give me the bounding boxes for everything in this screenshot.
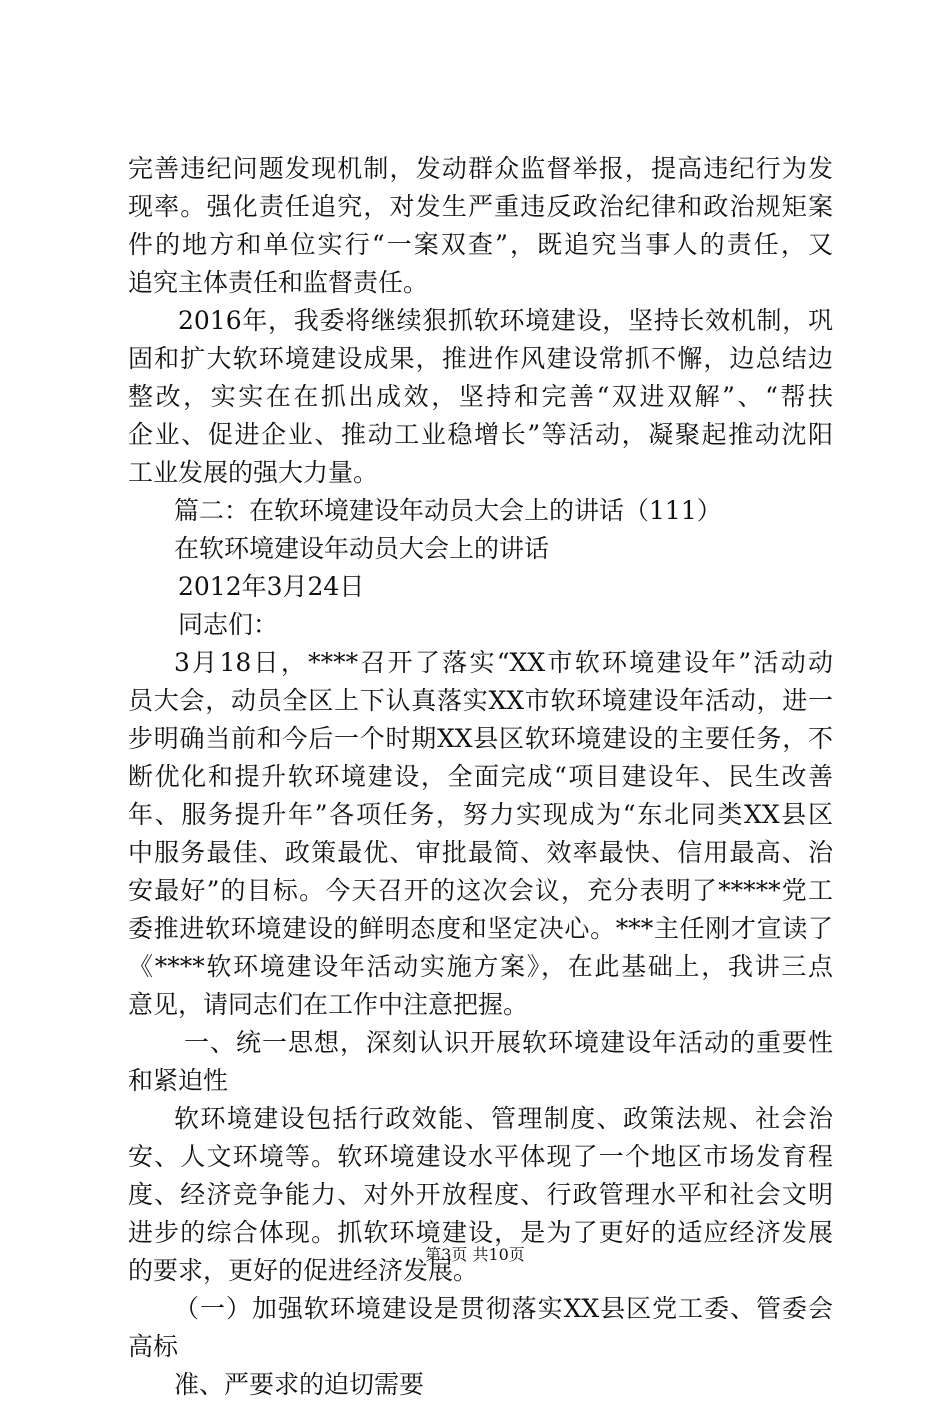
text-line: 步明确当前和今后一个时期XX县区软环境建设的主要任务，不 — [128, 724, 833, 753]
text-line: 企业、促进企业、推动工业稳增长”等活动，凝聚起推动沈阳 — [128, 420, 833, 449]
text-line: 软环境建设包括行政效能、管理制度、政策法规、社会治 — [174, 1104, 833, 1133]
speech-date: 2012年3月24日 — [178, 572, 365, 601]
text-line: 安最好”的目标。今天召开的这次会议，充分表明了*****党工 — [128, 876, 833, 905]
text-line: 年、服务提升年”各项任务，努力实现成为“东北同类XX县区 — [128, 800, 833, 829]
section-heading: 篇二：在软环境建设年动员大会上的讲话（111） — [174, 496, 722, 525]
text-line: 追究主体责任和监督责任。 — [128, 268, 429, 297]
text-line: 固和扩大软环境建设成果，推进作风建设常抓不懈，边总结边 — [128, 344, 833, 373]
text-line: 进步的综合体现。抓软环境建设，是为了更好的适应经济发展 — [128, 1218, 833, 1247]
subsection-heading-cont: 和紧迫性 — [128, 1066, 229, 1095]
text-line: 断优化和提升软环境建设，全面完成“项目建设年、民生改善 — [128, 762, 833, 791]
page-number: 第3页 共10页 — [425, 1245, 525, 1264]
text-line: 意见，请同志们在工作中注意把握。 — [128, 990, 529, 1019]
text-line: 度、经济竞争能力、对外开放程度、行政管理水平和社会文明 — [128, 1180, 833, 1209]
text-line: 完善违纪问题发现机制，发动群众监督举报，提高违纪行为发 — [128, 154, 833, 183]
text-line: 委推进软环境建设的鲜明态度和坚定决心。***主任刚才宣读了 — [128, 914, 833, 943]
sub-item-heading-cont: 准、严要求的迫切需要 — [174, 1370, 425, 1399]
salutation: 同志们： — [178, 610, 279, 639]
document-body — [128, 150, 833, 1404]
text-line: 中服务最佳、政策最优、审批最简、效率最快、信用最高、治 — [128, 838, 833, 867]
sub-item-heading-cont: 高标 — [128, 1332, 179, 1361]
text-line: 员大会，动员全区上下认真落实XX市软环境建设年活动，进一 — [128, 686, 833, 715]
text-line: 《****软环境建设年活动实施方案》，在此基础上，我讲三点 — [128, 952, 833, 981]
subsection-heading: 一、统一思想，深刻认识开展软环境建设年活动的重要性 — [184, 1028, 833, 1057]
text-line: 的要求，更好的促进经济发展。 — [128, 1256, 479, 1285]
text-line: 现率。强化责任追究，对发生严重违反政治纪律和政治规矩案 — [128, 192, 833, 221]
text-line: 工业发展的强大力量。 — [128, 458, 379, 487]
page-footer — [0, 1245, 950, 1265]
sub-item-heading: （一）加强软环境建设是贯彻落实XX县区党工委、管委会 — [174, 1294, 833, 1323]
text-line: 整改，实实在在抓出成效，坚持和完善“双进双解”、“帮扶 — [128, 382, 833, 411]
text-line: 件的地方和单位实行“一案双查”，既追究当事人的责任，又 — [128, 230, 833, 259]
text-line: 安、人文环境等。软环境建设水平体现了一个地区市场发育程 — [128, 1142, 833, 1171]
text-line: 3月18日，****召开了落实“XX市软环境建设年”活动动 — [174, 648, 833, 677]
text-line: 2016年，我委将继续狠抓软环境建设，坚持长效机制，巩 — [178, 306, 833, 335]
speech-title: 在软环境建设年动员大会上的讲话 — [174, 534, 550, 563]
